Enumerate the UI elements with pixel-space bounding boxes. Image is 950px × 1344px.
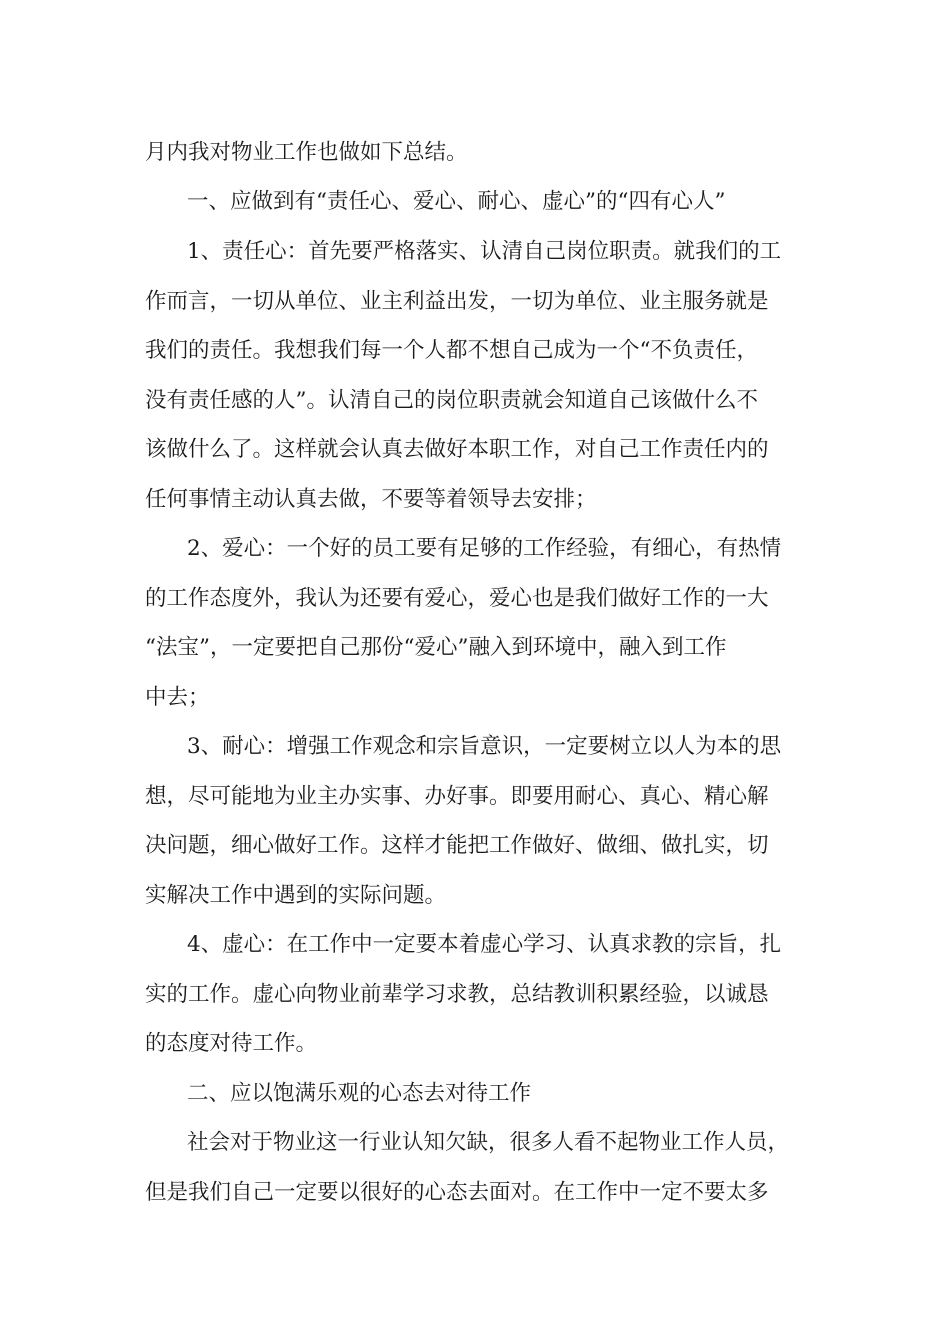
text-line: 2、爱心：一个好的员工要有足够的工作经验，有细心，有热情 xyxy=(187,536,782,561)
text-line: 没有责任感的人”。认清自己的岗位职责就会知道自己该做什么不 xyxy=(145,388,758,413)
text-line: 1、责任心：首先要严格落实、认清自己岗位职责。就我们的工 xyxy=(187,239,782,264)
text-line: 该做什么了。这样就会认真去做好本职工作，对自己工作责任内的 xyxy=(145,437,769,462)
text-line: 决问题，细心做好工作。这样才能把工作做好、做细、做扎实，切 xyxy=(145,833,769,858)
text-line: 作而言，一切从单位、业主利益出发，一切为单位、业主服务就是 xyxy=(145,289,769,314)
text-line: 的工作态度外，我认为还要有爱心，爱心也是我们做好工作的一大 xyxy=(145,586,769,611)
text-line: 3、耐心：增强工作观念和宗旨意识，一定要树立以人为本的思 xyxy=(187,734,782,759)
text-line: 社会对于物业这一行业认知欠缺，很多人看不起物业工作人员， xyxy=(187,1130,790,1155)
text-line: 想，尽可能地为业主办实事、办好事。即要用耐心、真心、精心解 xyxy=(145,784,769,809)
text-line: 的态度对待工作。 xyxy=(145,1031,318,1056)
text-line: 我们的责任。我想我们每一个人都不想自己成为一个“不负责任， xyxy=(145,338,758,363)
text-line: 任何事情主动认真去做，不要等着领导去安排； xyxy=(145,487,597,512)
text-line: “法宝”，一定要把自己那份“爱心”融入到环境中，融入到工作 xyxy=(145,635,727,660)
text-line: 实解决工作中遇到的实际问题。 xyxy=(145,883,447,908)
text-line: 但是我们自己一定要以很好的心态去面对。在工作中一定不要太多 xyxy=(145,1180,769,1205)
section-heading: 二、应以饱满乐观的心态去对待工作 xyxy=(187,1081,532,1106)
text-line: 月内我对物业工作也做如下总结。 xyxy=(145,140,468,165)
text-line: 中去； xyxy=(145,685,210,710)
text-line: 4、虚心：在工作中一定要本着虚心学习、认真求教的宗旨，扎 xyxy=(187,932,782,957)
section-heading: 一、应做到有“责任心、爱心、耐心、虚心”的“四有心人” xyxy=(187,189,726,214)
text-line: 实的工作。虚心向物业前辈学习求教，总结教训积累经验，以诚恳 xyxy=(145,982,769,1007)
